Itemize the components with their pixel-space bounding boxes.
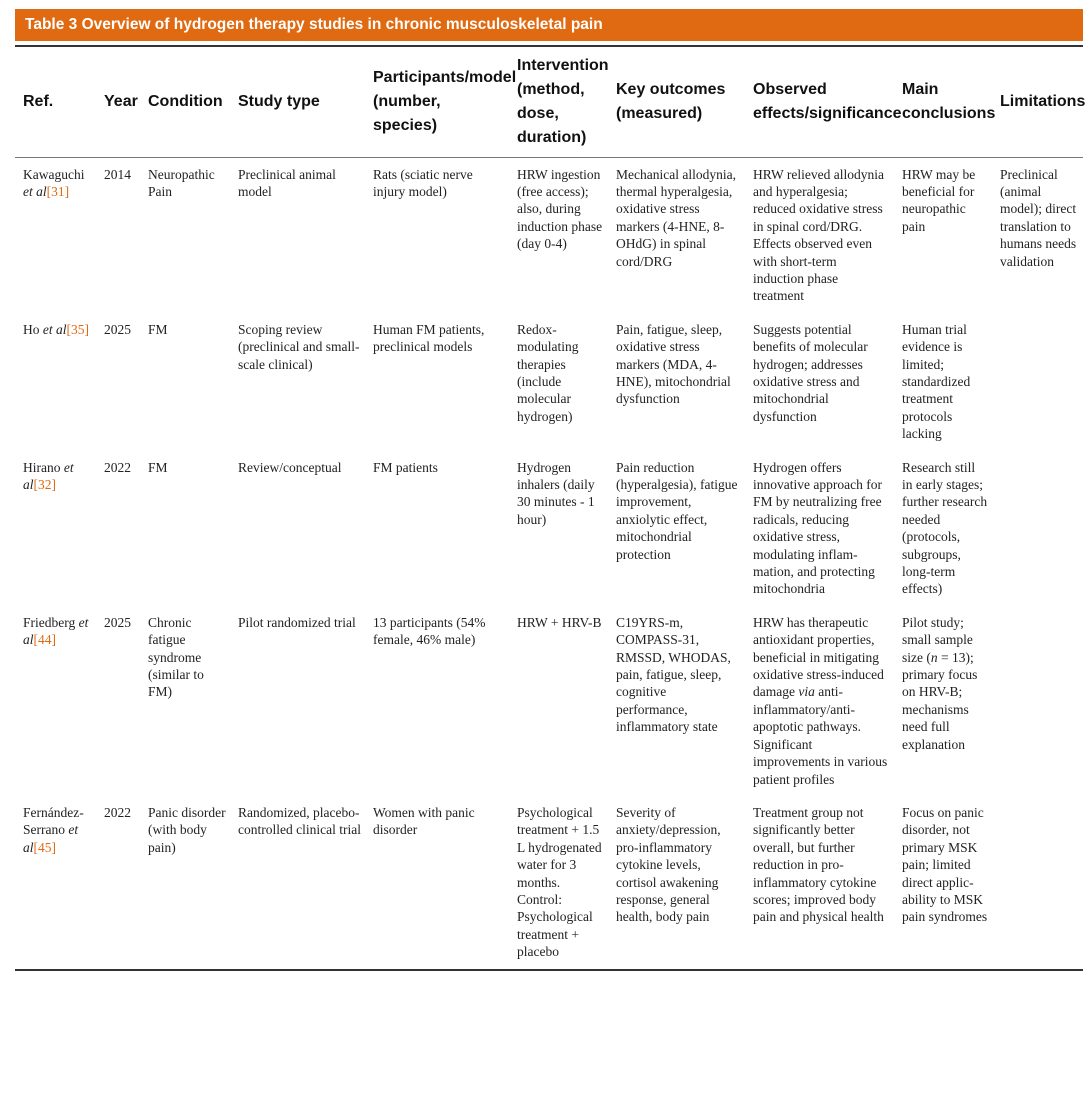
study-type-cell: Scoping review (preclinical and small-scale clinical) xyxy=(238,321,360,372)
participants-cell: FM patients xyxy=(373,459,438,475)
intervention-cell: Redox-modulating therapies (include molecular hydrogen) xyxy=(517,321,579,424)
limitations-cell xyxy=(992,796,1083,970)
intervention-cell: Hydrogen inhalers (daily 30 minutes - 1 hour) xyxy=(517,459,595,527)
table-row xyxy=(15,313,1083,451)
effects-cell: HRW relieved allodynia and hyperalgesia; reduced oxidative stress in spinal cord/DRG. Effects observed even with short-term induction phase treatment xyxy=(753,166,884,304)
condition-cell: FM xyxy=(148,321,168,337)
table-title: Table 3 Overview of hydrogen therapy studies in chronic musculoskeletal pain xyxy=(15,9,1083,41)
study-type-cell: Preclinical animal model xyxy=(238,166,336,199)
condition-cell: Neuropathic Pain xyxy=(148,166,215,199)
header-conclusions: Main conclusions xyxy=(894,46,992,157)
header-limitations: Limitations xyxy=(992,46,1083,157)
table-row xyxy=(15,451,1083,606)
condition-cell: Panic disorder (with body pain) xyxy=(140,796,230,970)
condition-cell: FM xyxy=(148,459,168,475)
header-participants: Participants/model (number, species) xyxy=(365,46,509,157)
effects-cell: HRW has therapeutic antioxidant properties, beneficial in mitigating oxidative stress-induced damage via anti-inflammatory/anti-apoptotic pathways. Significant improvements in various patient profiles xyxy=(753,614,888,787)
citation-link[interactable]: [31] xyxy=(46,183,70,199)
header-outcomes: Key outcomes (measured) xyxy=(608,46,745,157)
participants-cell: Women with panic disorder xyxy=(365,796,509,970)
table-row xyxy=(15,157,1083,313)
ref-cell: Hirano et al[32] xyxy=(23,459,74,492)
header-intervention: Intervention (method, dose, duration) xyxy=(509,46,608,157)
citation-link[interactable]: [32] xyxy=(33,477,57,492)
intervention-cell: Psychological treatment + 1.5 L hydrogenated water for 3 months. Control: Psychological treatment + placebo xyxy=(509,796,608,970)
study-type-cell: Review/conceptual xyxy=(238,459,342,475)
conclusions-cell: HRW may be beneficial for neuropathic pain xyxy=(902,166,976,234)
limitations-cell xyxy=(992,313,1083,451)
effects-cell: Hydrogen offers innovative approach for FM by neutralizing free radicals, reducing oxidative stress, modulating inflam-mation, and protecting mitochondria xyxy=(753,459,882,597)
year-cell: 2025 xyxy=(104,321,131,337)
header-study-type: Study type xyxy=(230,46,365,157)
limitations-cell xyxy=(992,451,1083,606)
participants-cell: Rats (sciatic nerve injury model) xyxy=(373,166,473,199)
outcomes-cell: Pain reduction (hyperalgesia), fatigue improvement, anxiolytic effect, mitochondrial protection xyxy=(616,459,738,562)
conclusions-cell: Focus on panic disorder, not primary MSK pain; limited direct applic-ability to MSK pain syndromes xyxy=(894,796,992,970)
conclusions-cell: Pilot study; small sample size (n = 13); primary focus on HRV-B; mechanisms need full explanation xyxy=(902,614,978,752)
ref-cell: Friedberg et al[44] xyxy=(23,614,89,648)
outcomes-cell: Pain, fatigue, sleep, oxidative stress markers (MDA, 4-HNE), mitochondrial dysfunction xyxy=(616,321,731,407)
outcomes-cell: C19YRS-m, COMPASS-31, RMSSD, WHODAS, pain, fatigue, sleep, cognitive performance, inflammatory state xyxy=(616,614,731,735)
conclusions-cell: Human trial evidence is limited; standardized treatment protocols lacking xyxy=(902,321,971,442)
study-type-cell: Pilot randomized trial xyxy=(238,614,356,630)
ref-cell: Fernández-Serrano et al[45] xyxy=(15,796,96,970)
limitations-cell xyxy=(992,606,1083,796)
year-cell: 2025 xyxy=(104,614,131,630)
conclusions-cell: Research still in early stages; further research needed (protocols, subgroups, long-term effects) xyxy=(902,459,988,597)
studies-table xyxy=(15,45,1086,971)
citation-link[interactable]: [45] xyxy=(33,839,57,855)
citation-link[interactable]: [35] xyxy=(66,321,89,337)
year-cell: 2014 xyxy=(104,166,131,182)
intervention-cell: HRW ingestion (free access); also, during induction phase (day 0-4) xyxy=(517,166,603,252)
table-row xyxy=(15,796,1083,970)
header-condition: Condition xyxy=(140,46,230,157)
study-type-cell: Randomized, placebo-controlled clinical trial xyxy=(230,796,365,970)
outcomes-cell: Severity of anxiety/depression, pro-inflammatory cytokine levels, cortisol awakening response, general health, body pain xyxy=(608,796,745,970)
header-row xyxy=(15,46,1083,157)
header-year: Year xyxy=(96,46,140,157)
condition-cell: Chronic fatigue syndrome (similar to FM) xyxy=(148,614,204,700)
limitations-cell: Preclinical (animal model); direct translation to humans needs validation xyxy=(1000,166,1077,269)
year-cell: 2022 xyxy=(104,459,131,475)
citation-link[interactable]: [44] xyxy=(33,632,57,648)
ref-cell: Ho et al[35] xyxy=(23,321,89,337)
ref-cell: Kawaguchi et al[31] xyxy=(23,166,85,199)
table-row xyxy=(15,606,1083,796)
effects-cell: Treatment group not significantly better overall, but further reduction in pro-inflammatory cytokine scores; improved body pain and physical health xyxy=(745,796,894,970)
year-cell: 2022 xyxy=(96,796,140,970)
effects-cell: Suggests potential benefits of molecular hydrogen; addresses oxidative stress and mitochondrial dysfunction xyxy=(753,321,868,424)
outcomes-cell: Mechanical allodynia, thermal hyperalgesia, oxidative stress markers (4-HNE, 8-OHdG) in spinal cord/DRG xyxy=(616,166,736,269)
header-ref: Ref. xyxy=(15,46,96,157)
participants-cell: 13 participants (54% female, 46% male) xyxy=(373,614,486,648)
header-effects: Observed effects/significance xyxy=(745,46,894,157)
intervention-cell: HRW + HRV-B xyxy=(517,614,602,630)
participants-cell: Human FM patients, preclinical models xyxy=(373,321,485,355)
